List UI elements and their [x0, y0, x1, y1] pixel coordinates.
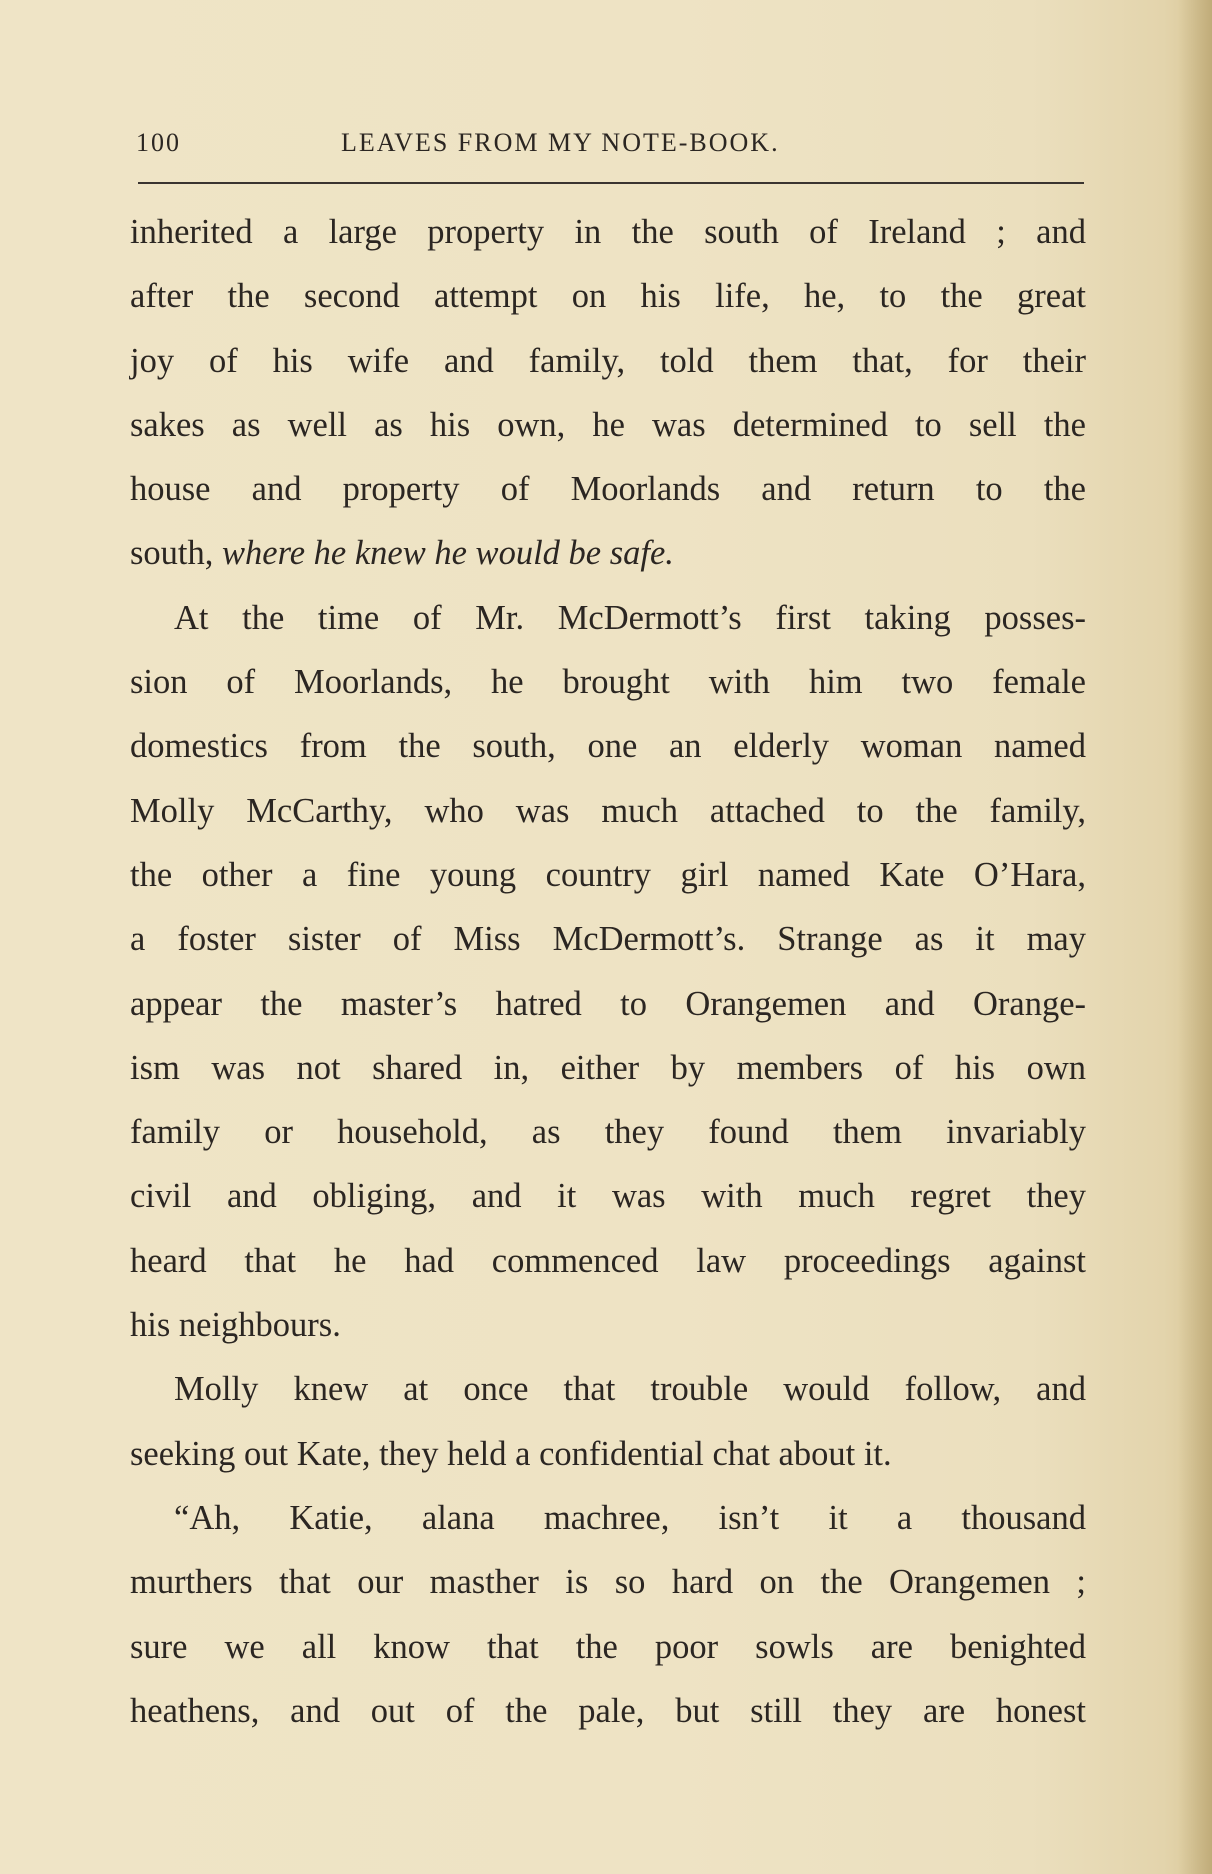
text-line: domestics from the south, one an elderly woman named [130, 727, 1086, 766]
text-line: murthers that our masther is so hard on the Orangemen ; [130, 1563, 1086, 1602]
text-line: sakes as well as his own, he was determined to sell the [130, 405, 1086, 444]
page-edge-shadow [1178, 0, 1212, 1874]
header-rule [138, 182, 1084, 184]
text-line: after the second attempt on his life, he, to the great [130, 277, 1086, 316]
text-line: family or household, as they found them invariably [130, 1113, 1086, 1152]
running-title: LEAVES FROM MY NOTE-BOOK. [341, 128, 780, 157]
text-line: civil and obliging, and it was with much regret they [130, 1177, 1086, 1216]
text-line-paragraph-start: “Ah, Katie, alana machree, isn’t it a thousand [174, 1498, 1086, 1537]
text-line: the other a fine young country girl named Kate O’Hara, [130, 855, 1086, 894]
text-line: joy of his wife and family, told them that, for their [130, 341, 1086, 380]
italic-phrase: where he knew he would be safe. [222, 534, 674, 573]
text-line: sure we all know that the poor sowls are benighted [130, 1627, 1086, 1666]
body-text [130, 200, 1086, 1743]
text-line: heathens, and out of the pale, but still they are honest [130, 1691, 1086, 1730]
text-line-paragraph-start: Molly knew at once that trouble would follow, and [174, 1370, 1086, 1409]
text-line-paragraph-end: his neighbours. [130, 1306, 341, 1345]
text-line: appear the master’s hatred to Orangemen and Orange- [130, 984, 1086, 1023]
text-line: a foster sister of Miss McDermott’s. Strange as it may [130, 920, 1086, 959]
page-header [136, 128, 1084, 164]
text-line: Molly McCarthy, who was much attached to the family, [130, 791, 1086, 830]
text-line: inherited a large property in the south of Ireland ; and [130, 213, 1086, 251]
text-line-paragraph-end: seeking out Kate, they held a confidential chat about it. [130, 1434, 892, 1473]
text-line-paragraph-start: At the time of Mr. McDermott’s first taking posses- [174, 598, 1086, 637]
page-number: 100 [136, 128, 181, 157]
text-line-paragraph-end [130, 521, 1086, 585]
text-line: ism was not shared in, either by members of his own [130, 1048, 1086, 1087]
text-line: house and property of Moorlands and return to the [130, 470, 1086, 509]
text-segment: south, [130, 534, 214, 573]
text-line: heard that he had commenced law proceedings against [130, 1241, 1086, 1280]
text-line: sion of Moorlands, he brought with him two female [130, 663, 1086, 702]
